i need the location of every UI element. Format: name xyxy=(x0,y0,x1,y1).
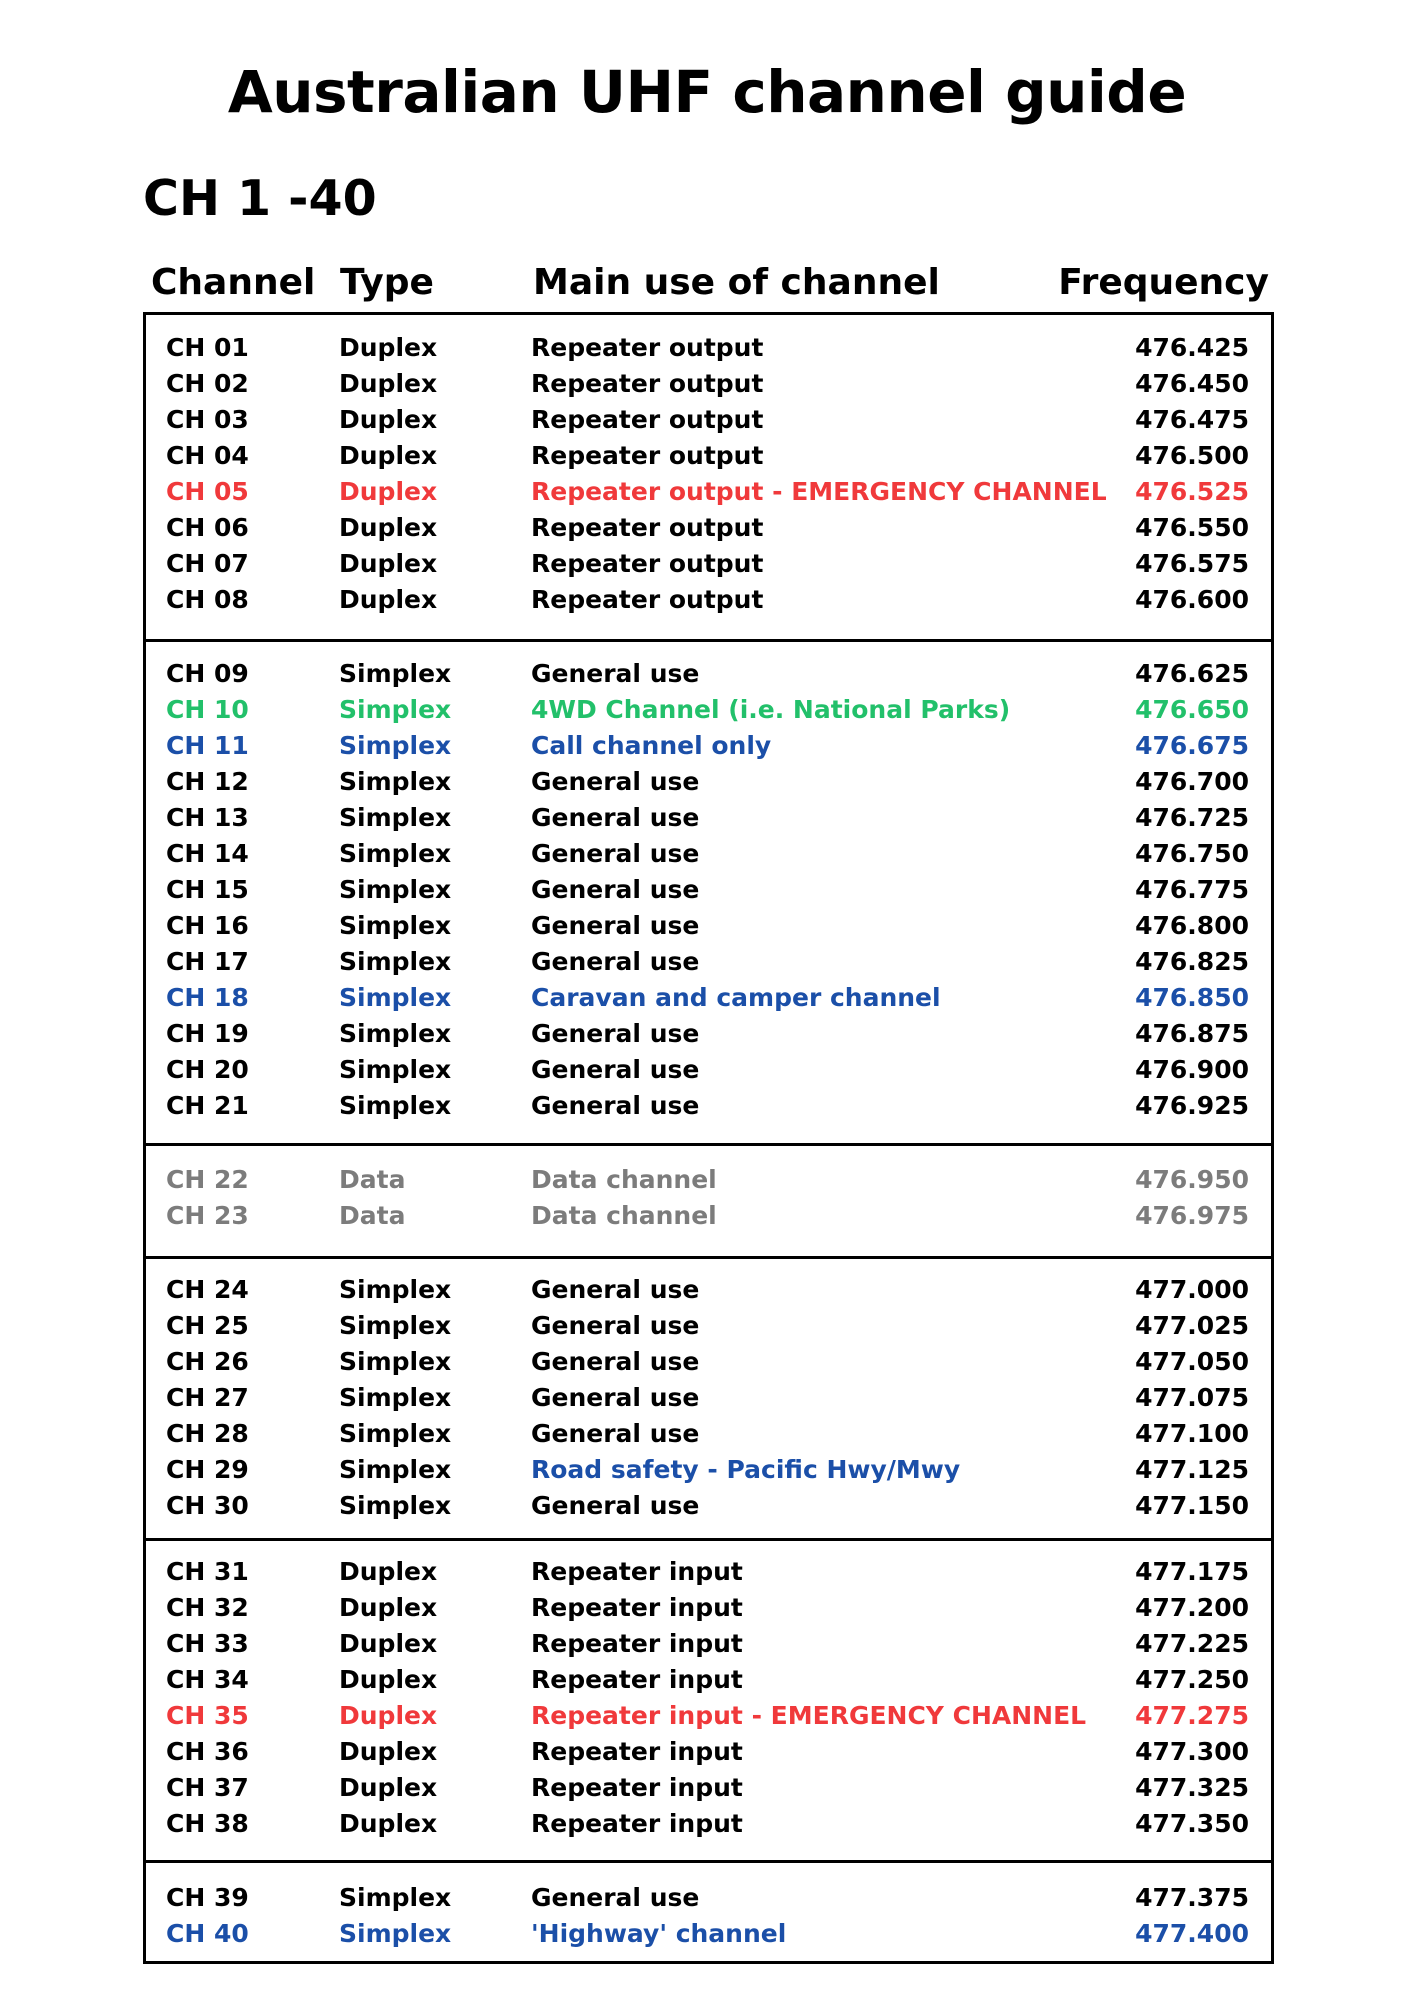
use-cell: Data channel xyxy=(531,1201,717,1230)
frequency-cell: 476.775 xyxy=(1135,875,1249,904)
channel-cell: CH 33 xyxy=(166,1629,249,1658)
frequency-cell: 477.400 xyxy=(1135,1919,1249,1948)
type-cell: Duplex xyxy=(339,333,438,362)
frequency-cell: 477.025 xyxy=(1135,1311,1249,1340)
use-cell: General use xyxy=(531,1091,700,1120)
type-cell: Simplex xyxy=(339,947,452,976)
table-row xyxy=(143,1626,1274,1662)
table-row xyxy=(143,510,1274,546)
use-cell: General use xyxy=(531,1383,700,1412)
use-cell: Repeater output xyxy=(531,549,764,578)
type-cell: Simplex xyxy=(339,839,452,868)
type-cell: Duplex xyxy=(339,549,438,578)
table-row xyxy=(143,438,1274,474)
channel-cell: CH 13 xyxy=(166,803,249,832)
table-row xyxy=(143,692,1274,728)
type-cell: Simplex xyxy=(339,803,452,832)
use-cell: Repeater input xyxy=(531,1629,743,1658)
column-header-frequency: Frequency xyxy=(1058,262,1269,303)
table-row xyxy=(143,800,1274,836)
type-cell: Duplex xyxy=(339,441,438,470)
frequency-cell: 477.375 xyxy=(1135,1883,1249,1912)
use-cell: Caravan and camper channel xyxy=(531,983,941,1012)
table-row xyxy=(143,764,1274,800)
table-row xyxy=(143,1488,1274,1524)
table-row xyxy=(143,1198,1274,1234)
table-row xyxy=(143,1162,1274,1198)
channel-cell: CH 39 xyxy=(166,1883,249,1912)
type-cell: Simplex xyxy=(339,1455,452,1484)
use-cell: General use xyxy=(531,1491,700,1520)
frequency-cell: 477.050 xyxy=(1135,1347,1249,1376)
table-row xyxy=(143,1052,1274,1088)
column-header-use: Main use of channel xyxy=(533,262,940,303)
table-row xyxy=(143,1272,1274,1308)
use-cell: General use xyxy=(531,767,700,796)
use-cell: Repeater input xyxy=(531,1773,743,1802)
type-cell: Simplex xyxy=(339,1091,452,1120)
frequency-cell: 477.100 xyxy=(1135,1419,1249,1448)
group-divider xyxy=(143,1538,1274,1541)
table-row xyxy=(143,728,1274,764)
channel-cell: CH 21 xyxy=(166,1091,249,1120)
frequency-cell: 476.925 xyxy=(1135,1091,1249,1120)
frequency-cell: 477.200 xyxy=(1135,1593,1249,1622)
table-row xyxy=(143,872,1274,908)
frequency-cell: 476.650 xyxy=(1135,695,1249,724)
use-cell: General use xyxy=(531,1419,700,1448)
type-cell: Simplex xyxy=(339,983,452,1012)
type-cell: Duplex xyxy=(339,1737,438,1766)
frequency-cell: 476.700 xyxy=(1135,767,1249,796)
type-cell: Simplex xyxy=(339,695,452,724)
group-divider xyxy=(143,639,1274,642)
frequency-cell: 476.750 xyxy=(1135,839,1249,868)
frequency-cell: 477.125 xyxy=(1135,1455,1249,1484)
channel-cell: CH 14 xyxy=(166,839,249,868)
use-cell: General use xyxy=(531,803,700,832)
table-row xyxy=(143,1308,1274,1344)
frequency-cell: 476.875 xyxy=(1135,1019,1249,1048)
column-header-type: Type xyxy=(340,262,434,303)
channel-cell: CH 23 xyxy=(166,1201,249,1230)
use-cell: General use xyxy=(531,947,700,976)
type-cell: Simplex xyxy=(339,1491,452,1520)
type-cell: Duplex xyxy=(339,1809,438,1838)
table-row xyxy=(143,1880,1274,1916)
channel-cell: CH 01 xyxy=(166,333,249,362)
channel-cell: CH 16 xyxy=(166,911,249,940)
channel-cell: CH 03 xyxy=(166,405,249,434)
type-cell: Duplex xyxy=(339,405,438,434)
table-row xyxy=(143,836,1274,872)
channel-cell: CH 10 xyxy=(166,695,249,724)
frequency-cell: 477.225 xyxy=(1135,1629,1249,1658)
type-cell: Simplex xyxy=(339,1919,452,1948)
type-cell: Simplex xyxy=(339,1019,452,1048)
use-cell: General use xyxy=(531,1883,700,1912)
use-cell: Repeater input - EMERGENCY CHANNEL xyxy=(531,1701,1087,1730)
channel-cell: CH 18 xyxy=(166,983,249,1012)
channel-cell: CH 37 xyxy=(166,1773,249,1802)
frequency-cell: 476.475 xyxy=(1135,405,1249,434)
frequency-cell: 477.000 xyxy=(1135,1275,1249,1304)
type-cell: Duplex xyxy=(339,1629,438,1658)
channel-cell: CH 26 xyxy=(166,1347,249,1376)
type-cell: Duplex xyxy=(339,1773,438,1802)
use-cell: Repeater output xyxy=(531,441,764,470)
use-cell: Repeater output xyxy=(531,333,764,362)
table-row xyxy=(143,1916,1274,1952)
channel-cell: CH 24 xyxy=(166,1275,249,1304)
use-cell: Repeater input xyxy=(531,1557,743,1586)
table-row xyxy=(143,1734,1274,1770)
type-cell: Data xyxy=(339,1201,406,1230)
use-cell: Repeater input xyxy=(531,1809,743,1838)
table-row xyxy=(143,546,1274,582)
frequency-cell: 476.725 xyxy=(1135,803,1249,832)
channel-cell: CH 27 xyxy=(166,1383,249,1412)
channel-cell: CH 28 xyxy=(166,1419,249,1448)
channel-cell: CH 38 xyxy=(166,1809,249,1838)
type-cell: Duplex xyxy=(339,1701,438,1730)
frequency-cell: 476.500 xyxy=(1135,441,1249,470)
use-cell: Repeater output xyxy=(531,369,764,398)
group-divider xyxy=(143,1860,1274,1863)
frequency-cell: 476.950 xyxy=(1135,1165,1249,1194)
table-row xyxy=(143,656,1274,692)
use-cell: Repeater output - EMERGENCY CHANNEL xyxy=(531,477,1107,506)
frequency-cell: 476.850 xyxy=(1135,983,1249,1012)
channel-cell: CH 12 xyxy=(166,767,249,796)
use-cell: General use xyxy=(531,1055,700,1084)
frequency-cell: 477.150 xyxy=(1135,1491,1249,1520)
channel-cell: CH 08 xyxy=(166,585,249,614)
channel-cell: CH 05 xyxy=(166,477,249,506)
use-cell: General use xyxy=(531,1311,700,1340)
channel-cell: CH 09 xyxy=(166,659,249,688)
type-cell: Duplex xyxy=(339,477,438,506)
type-cell: Simplex xyxy=(339,911,452,940)
table-row xyxy=(143,582,1274,618)
table-row xyxy=(143,908,1274,944)
channel-cell: CH 40 xyxy=(166,1919,249,1948)
type-cell: Duplex xyxy=(339,1593,438,1622)
frequency-cell: 476.975 xyxy=(1135,1201,1249,1230)
use-cell: Repeater output xyxy=(531,585,764,614)
frequency-cell: 476.675 xyxy=(1135,731,1249,760)
table-row xyxy=(143,1554,1274,1590)
type-cell: Duplex xyxy=(339,1665,438,1694)
type-cell: Simplex xyxy=(339,1275,452,1304)
use-cell: Repeater output xyxy=(531,513,764,542)
frequency-cell: 477.175 xyxy=(1135,1557,1249,1586)
frequency-cell: 477.075 xyxy=(1135,1383,1249,1412)
type-cell: Simplex xyxy=(339,1883,452,1912)
channel-cell: CH 19 xyxy=(166,1019,249,1048)
table-row xyxy=(143,474,1274,510)
channel-cell: CH 07 xyxy=(166,549,249,578)
table-row xyxy=(143,366,1274,402)
table-row xyxy=(143,1806,1274,1842)
type-cell: Simplex xyxy=(339,767,452,796)
type-cell: Simplex xyxy=(339,1419,452,1448)
type-cell: Data xyxy=(339,1165,406,1194)
type-cell: Duplex xyxy=(339,513,438,542)
use-cell: General use xyxy=(531,1019,700,1048)
table-row xyxy=(143,980,1274,1016)
type-cell: Simplex xyxy=(339,659,452,688)
use-cell: General use xyxy=(531,1275,700,1304)
table-row xyxy=(143,402,1274,438)
frequency-cell: 477.250 xyxy=(1135,1665,1249,1694)
table-row xyxy=(143,1452,1274,1488)
use-cell: Repeater input xyxy=(531,1737,743,1766)
channel-cell: CH 04 xyxy=(166,441,249,470)
type-cell: Simplex xyxy=(339,731,452,760)
use-cell: General use xyxy=(531,839,700,868)
use-cell: General use xyxy=(531,659,700,688)
channel-cell: CH 11 xyxy=(166,731,249,760)
use-cell: General use xyxy=(531,911,700,940)
section-subtitle: CH 1 -40 xyxy=(143,170,377,227)
table-row xyxy=(143,1662,1274,1698)
frequency-cell: 476.825 xyxy=(1135,947,1249,976)
frequency-cell: 477.325 xyxy=(1135,1773,1249,1802)
frequency-cell: 476.625 xyxy=(1135,659,1249,688)
frequency-cell: 476.550 xyxy=(1135,513,1249,542)
type-cell: Simplex xyxy=(339,875,452,904)
use-cell: 'Highway' channel xyxy=(531,1919,787,1948)
use-cell: Repeater input xyxy=(531,1665,743,1694)
frequency-cell: 477.300 xyxy=(1135,1737,1249,1766)
channel-cell: CH 36 xyxy=(166,1737,249,1766)
group-divider xyxy=(143,1143,1274,1146)
channel-cell: CH 22 xyxy=(166,1165,249,1194)
group-divider xyxy=(143,1256,1274,1259)
channel-cell: CH 29 xyxy=(166,1455,249,1484)
type-cell: Simplex xyxy=(339,1347,452,1376)
type-cell: Simplex xyxy=(339,1383,452,1412)
channel-cell: CH 02 xyxy=(166,369,249,398)
channel-cell: CH 06 xyxy=(166,513,249,542)
frequency-cell: 476.900 xyxy=(1135,1055,1249,1084)
frequency-cell: 476.575 xyxy=(1135,549,1249,578)
frequency-cell: 476.425 xyxy=(1135,333,1249,362)
use-cell: Call channel only xyxy=(531,731,772,760)
type-cell: Duplex xyxy=(339,369,438,398)
use-cell: General use xyxy=(531,1347,700,1376)
table-row xyxy=(143,1088,1274,1124)
table-row xyxy=(143,1380,1274,1416)
page-title: Australian UHF channel guide xyxy=(227,58,1187,126)
use-cell: Repeater output xyxy=(531,405,764,434)
type-cell: Simplex xyxy=(339,1311,452,1340)
use-cell: Data channel xyxy=(531,1165,717,1194)
channel-cell: CH 31 xyxy=(166,1557,249,1586)
use-cell: 4WD Channel (i.e. National Parks) xyxy=(531,695,1011,724)
frequency-cell: 477.350 xyxy=(1135,1809,1249,1838)
use-cell: Road safety - Pacific Hwy/Mwy xyxy=(531,1455,961,1484)
channel-cell: CH 34 xyxy=(166,1665,249,1694)
table-row xyxy=(143,1770,1274,1806)
frequency-cell: 476.800 xyxy=(1135,911,1249,940)
table-row xyxy=(143,1016,1274,1052)
table-row xyxy=(143,944,1274,980)
frequency-cell: 477.275 xyxy=(1135,1701,1249,1730)
table-row xyxy=(143,1344,1274,1380)
use-cell: General use xyxy=(531,875,700,904)
frequency-cell: 476.525 xyxy=(1135,477,1249,506)
channel-cell: CH 30 xyxy=(166,1491,249,1520)
table-row xyxy=(143,1698,1274,1734)
type-cell: Duplex xyxy=(339,585,438,614)
type-cell: Simplex xyxy=(339,1055,452,1084)
column-header-channel: Channel xyxy=(151,262,316,303)
type-cell: Duplex xyxy=(339,1557,438,1586)
channel-cell: CH 20 xyxy=(166,1055,249,1084)
table-row xyxy=(143,1590,1274,1626)
channel-cell: CH 25 xyxy=(166,1311,249,1340)
channel-cell: CH 35 xyxy=(166,1701,249,1730)
use-cell: Repeater input xyxy=(531,1593,743,1622)
channel-cell: CH 32 xyxy=(166,1593,249,1622)
channel-cell: CH 17 xyxy=(166,947,249,976)
table-row xyxy=(143,1416,1274,1452)
table-row xyxy=(143,330,1274,366)
frequency-cell: 476.600 xyxy=(1135,585,1249,614)
channel-cell: CH 15 xyxy=(166,875,249,904)
frequency-cell: 476.450 xyxy=(1135,369,1249,398)
